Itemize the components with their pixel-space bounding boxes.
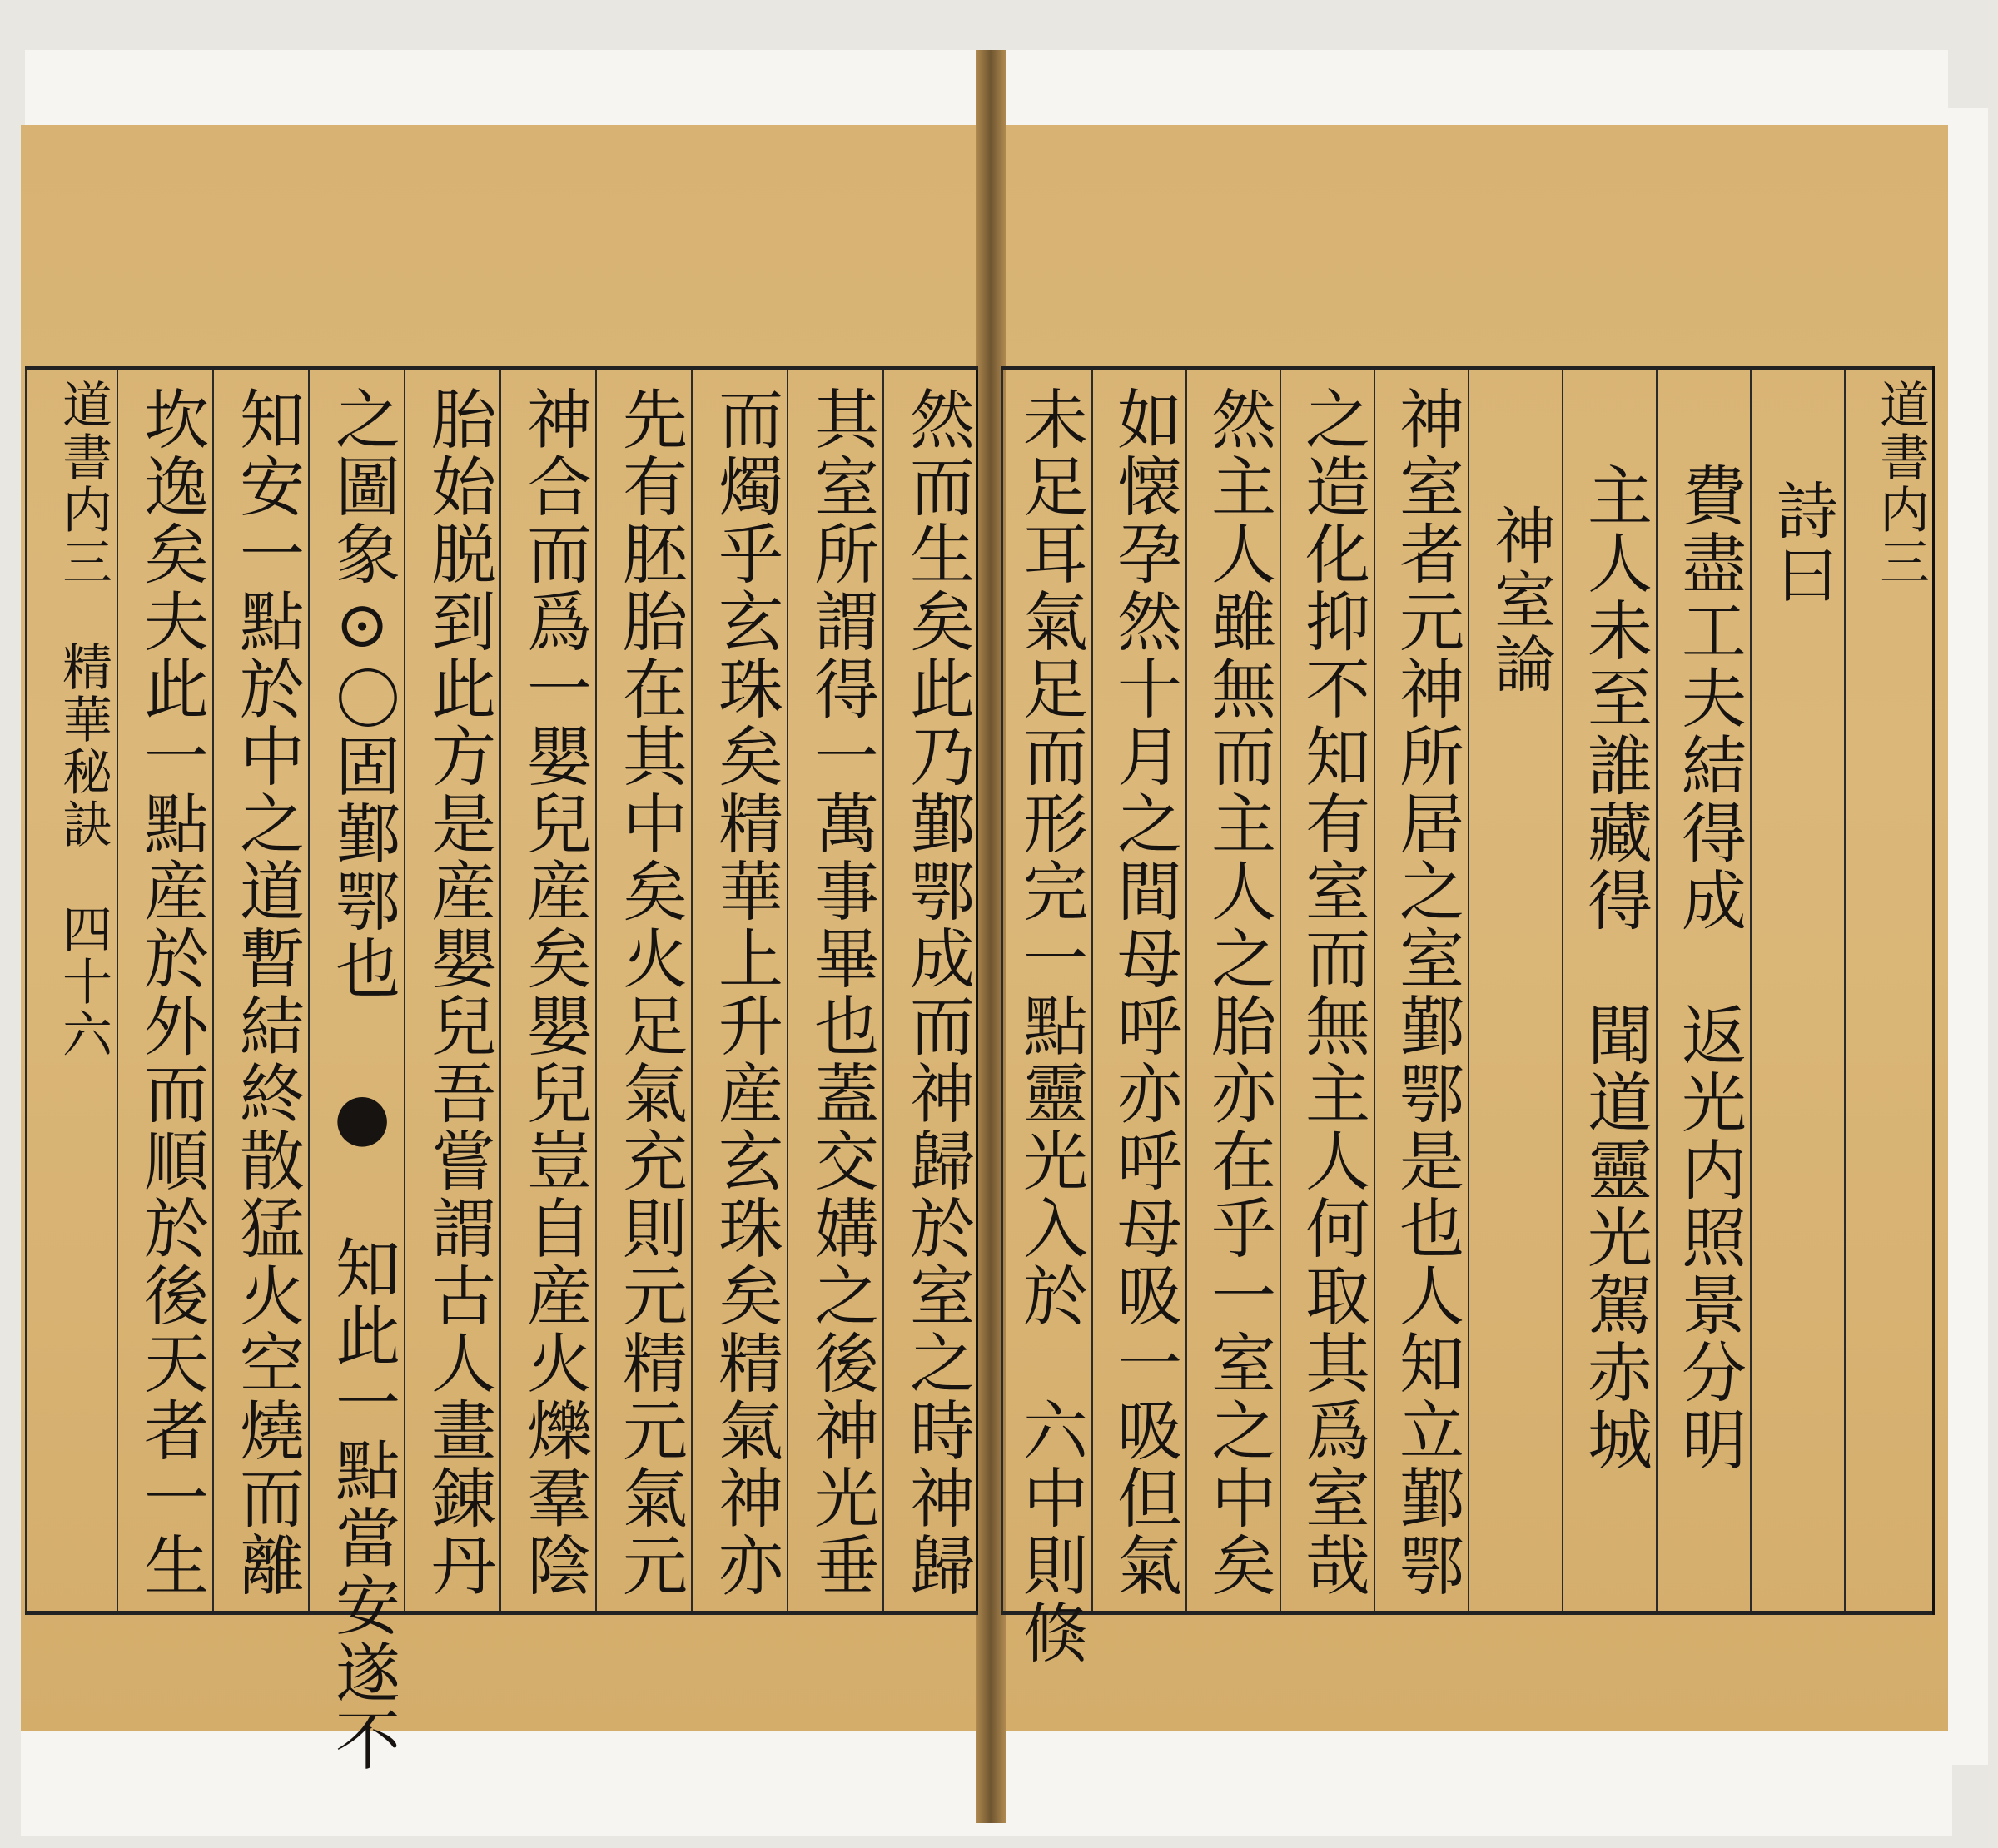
right-column-2 bbox=[1750, 370, 1844, 1611]
right-column-4-text: 主人未至誰藏得 聞道靈光駕赤城 bbox=[1577, 462, 1652, 1473]
left-banxin-text: 道書内三 精華秘訣 四十六 bbox=[54, 379, 112, 1061]
left-column-5 bbox=[500, 370, 595, 1611]
right-column-3-text: 費盡工夫結得成 返光内照景分明 bbox=[1671, 462, 1746, 1473]
right-column-10-text: 未足耳氣足而形完一點靈光入於 六中則倏 bbox=[1012, 385, 1087, 1667]
section-heading: 神室論 bbox=[1484, 504, 1556, 696]
left-column-6 bbox=[404, 370, 500, 1611]
right-column-8 bbox=[1185, 370, 1280, 1611]
right-column-8-text: 然主人雖無而主人之胎亦在乎一室之中矣 bbox=[1200, 385, 1275, 1599]
left-column-7-text: 之圖象⊙〇固鄞鄂也 ● 知此一點當安遂不 bbox=[325, 385, 400, 1774]
left-column-2-text: 其室所謂得一萬事畢也蓋交媾之後神光垂 bbox=[803, 385, 878, 1599]
left-page-text-block bbox=[25, 366, 978, 1774]
left-page-banxin bbox=[25, 370, 117, 1611]
right-page-text-block bbox=[1001, 366, 1934, 1667]
left-column-8-text: 知安一點於中之道暫結終散猛火空燒而離 bbox=[229, 385, 304, 1599]
left-column-9 bbox=[117, 370, 212, 1611]
left-column-4-text: 先有胚胎在其中矣火足氣充則元精元氣元 bbox=[612, 385, 687, 1599]
page-block-right-edge bbox=[1948, 108, 1988, 1765]
left-column-5-text: 神合而爲一嬰兒産矣嬰兒豈自産火爍羣陰 bbox=[516, 385, 591, 1599]
left-column-3-text: 而燭乎玄珠矣精華上升産玄珠矣精氣神亦 bbox=[708, 385, 783, 1599]
right-page-banxin bbox=[1844, 370, 1934, 1611]
right-column-7-text: 之造化抑不知有室而無主人何取其爲室哉 bbox=[1295, 385, 1369, 1599]
right-column-4 bbox=[1562, 370, 1656, 1611]
right-column-9-text: 如懐孕然十月之間母呼亦呼母吸一吸但氣 bbox=[1106, 385, 1181, 1599]
right-block-right-border bbox=[1932, 366, 1935, 1615]
right-column-7 bbox=[1280, 370, 1374, 1611]
poem-heading: 詩曰 bbox=[1767, 479, 1838, 607]
left-column-1 bbox=[882, 370, 978, 1611]
left-column-1-text: 然而生矣此乃鄞鄂成而神歸於室之時神歸 bbox=[899, 385, 974, 1599]
left-block-right-border bbox=[976, 370, 978, 1611]
left-column-9-text: 坎逸矣夫此一點産於外而順於後天者一生 bbox=[133, 385, 208, 1599]
right-column-3 bbox=[1656, 370, 1750, 1611]
right-banxin-text: 道書内三 bbox=[1871, 379, 1930, 589]
right-column-9 bbox=[1091, 370, 1185, 1611]
left-column-7 bbox=[308, 370, 404, 1774]
right-column-5 bbox=[1468, 370, 1562, 1611]
right-column-10 bbox=[1001, 370, 1091, 1667]
right-column-6-text: 神室者元神所居之室鄞鄂是也人知立鄞鄂 bbox=[1389, 385, 1464, 1599]
right-column-6 bbox=[1374, 370, 1468, 1611]
left-column-6-text: 胎始脱到此方是産嬰兒吾嘗謂古人畫錬丹 bbox=[420, 385, 495, 1599]
left-column-2 bbox=[787, 370, 882, 1611]
left-column-3 bbox=[691, 370, 787, 1611]
left-column-8 bbox=[212, 370, 308, 1611]
left-column-4 bbox=[595, 370, 691, 1611]
